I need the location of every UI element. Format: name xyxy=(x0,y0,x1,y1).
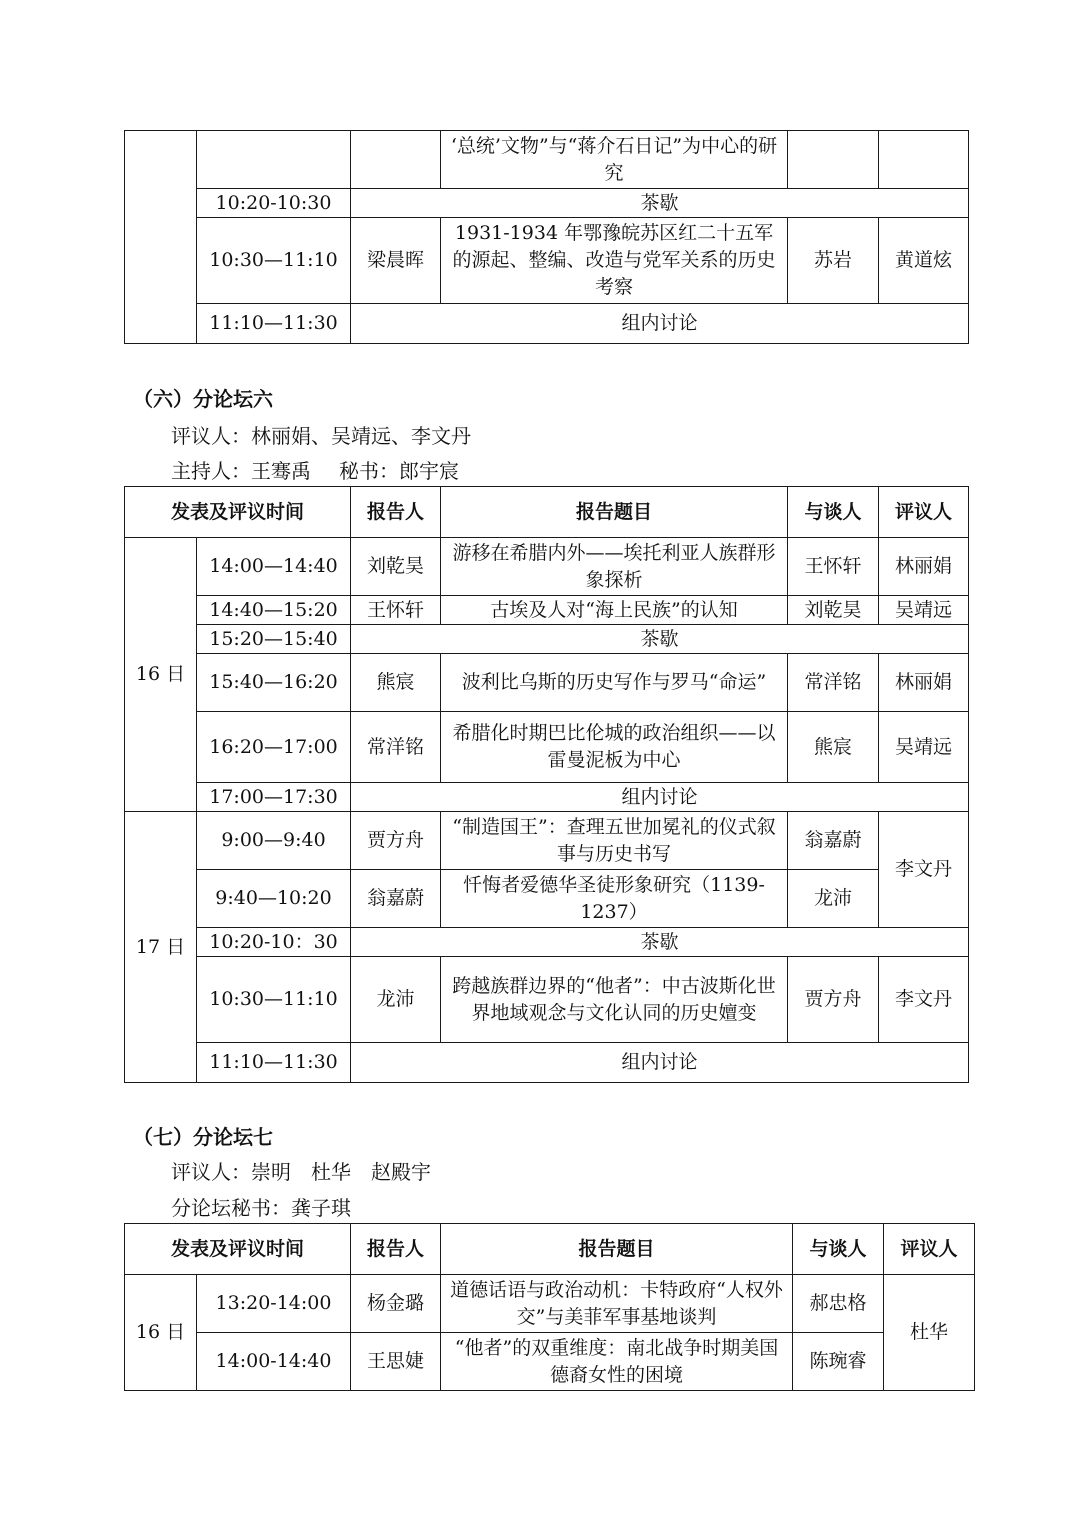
time-cell: 15:40—16:20 xyxy=(197,654,351,712)
table-row xyxy=(125,625,969,654)
discussion-cell: 组内讨论 xyxy=(351,783,969,812)
table-row xyxy=(125,712,969,783)
time-cell: 10:30—11:10 xyxy=(197,957,351,1043)
forum6-host-secretary xyxy=(171,455,459,484)
topic-cell: 道德话语与政治动机：卡特政府“人权外交”与美菲军事基地谈判 xyxy=(441,1275,793,1333)
table-row xyxy=(125,928,969,957)
topic-cell: 古埃及人对“海上民族”的认知 xyxy=(441,596,788,625)
reporter-cell: 杨金璐 xyxy=(351,1275,441,1333)
time-cell: 15:20—15:40 xyxy=(197,625,351,654)
table-row xyxy=(125,596,969,625)
time-cell: 10:30—11:10 xyxy=(197,218,351,304)
table-row xyxy=(125,131,969,189)
time-cell: 9:40—10:20 xyxy=(197,870,351,928)
reporter-cell: 王怀轩 xyxy=(351,596,441,625)
discussant-cell: 王怀轩 xyxy=(788,538,879,596)
table-row xyxy=(125,1333,975,1391)
topic-cell: “他者”的双重维度：南北战争时期美国德裔女性的困境 xyxy=(441,1333,793,1391)
topic-cell: 跨越族群边界的“他者”：中古波斯化世界地域观念与文化认同的历史嬗变 xyxy=(441,957,788,1043)
forum7-secretary: 分论坛秘书：龚子琪 xyxy=(171,1196,351,1220)
header-discussant: 与谈人 xyxy=(793,1224,884,1275)
commentator-cell: 黄道炫 xyxy=(879,218,969,304)
topic-cell: 忏悔者爱德华圣徒形象研究（1139-1237） xyxy=(441,870,788,928)
break-cell: 茶歇 xyxy=(351,625,969,654)
discussant-cell: 熊宸 xyxy=(788,712,879,783)
discussant-cell: 贾方舟 xyxy=(788,957,879,1043)
time-cell xyxy=(197,131,351,189)
discussant-cell: 常洋铭 xyxy=(788,654,879,712)
discussion-cell: 组内讨论 xyxy=(351,1043,969,1083)
forum6-host: 主持人：王骞禹 xyxy=(171,459,311,483)
table-row xyxy=(125,1043,969,1083)
topic-cell: 游移在希腊内外——埃托利亚人族群形象探析 xyxy=(441,538,788,596)
forum6-schedule-table xyxy=(124,486,969,1083)
table-row xyxy=(125,189,969,218)
topic-cell: “制造国王”：查理五世加冕礼的仪式叙事与历史书写 xyxy=(441,812,788,870)
commentator-cell: 林丽娟 xyxy=(879,654,969,712)
break-cell: 茶歇 xyxy=(351,928,969,957)
time-cell: 10:20-10：30 xyxy=(197,928,351,957)
forum7-schedule-table xyxy=(124,1223,975,1391)
table-row xyxy=(125,304,969,344)
topic-cell: 1931-1934 年鄂豫皖苏区红二十五军的源起、整编、改造与党军关系的历史考察 xyxy=(441,218,788,304)
commentator-cell: 吴靖远 xyxy=(879,596,969,625)
header-topic: 报告题目 xyxy=(441,1224,793,1275)
header-reporter: 报告人 xyxy=(351,487,441,538)
break-cell: 茶歇 xyxy=(351,189,969,218)
day-cell: 17 日 xyxy=(125,812,197,1083)
discussant-cell: 苏岩 xyxy=(788,218,879,304)
table-row xyxy=(125,1275,975,1333)
discussant-cell: 龙沛 xyxy=(788,870,879,928)
table-row xyxy=(125,218,969,304)
table-row xyxy=(125,812,969,870)
table-row xyxy=(125,783,969,812)
header-topic: 报告题目 xyxy=(441,487,788,538)
discussant-cell: 郝忠格 xyxy=(793,1275,884,1333)
table-row xyxy=(125,654,969,712)
commentator-cell: 吴靖远 xyxy=(879,712,969,783)
reporter-cell: 王思婕 xyxy=(351,1333,441,1391)
commentator-cell: 林丽娟 xyxy=(879,538,969,596)
table-row xyxy=(125,538,969,596)
discussant-cell xyxy=(788,131,879,189)
day-cell: 16 日 xyxy=(125,538,197,812)
topic-cell: 波利比乌斯的历史写作与罗马“命运” xyxy=(441,654,788,712)
forum6-secretary: 秘书：郎宇宸 xyxy=(339,459,459,483)
time-cell: 13:20-14:00 xyxy=(197,1275,351,1333)
header-time: 发表及评议时间 xyxy=(125,487,351,538)
forum6-title: （六）分论坛六 xyxy=(133,387,273,411)
topic-cell: ‘总统’文物”与“蒋介石日记”为中心的研究 xyxy=(441,131,788,189)
day-cell xyxy=(125,131,197,344)
table-row xyxy=(125,957,969,1043)
header-time: 发表及评议时间 xyxy=(125,1224,351,1275)
reporter-cell: 熊宸 xyxy=(351,654,441,712)
reporter-cell: 贾方舟 xyxy=(351,812,441,870)
forum7-commentators: 评议人：崇明 杜华 赵殿宇 xyxy=(171,1160,431,1184)
time-cell: 14:40—15:20 xyxy=(197,596,351,625)
header-commentator: 评议人 xyxy=(879,487,969,538)
time-cell: 14:00-14:40 xyxy=(197,1333,351,1391)
reporter-cell xyxy=(351,131,441,189)
discussant-cell: 陈琬睿 xyxy=(793,1333,884,1391)
commentator-cell: 杜华 xyxy=(884,1275,975,1391)
header-row xyxy=(125,1224,975,1275)
discussant-cell: 翁嘉蔚 xyxy=(788,812,879,870)
forum7-title: （七）分论坛七 xyxy=(133,1125,273,1149)
time-cell: 14:00—14:40 xyxy=(197,538,351,596)
reporter-cell: 龙沛 xyxy=(351,957,441,1043)
time-cell: 11:10—11:30 xyxy=(197,304,351,344)
header-reporter: 报告人 xyxy=(351,1224,441,1275)
commentator-cell xyxy=(879,131,969,189)
reporter-cell: 刘乾昊 xyxy=(351,538,441,596)
discussant-cell: 刘乾昊 xyxy=(788,596,879,625)
header-discussant: 与谈人 xyxy=(788,487,879,538)
time-cell: 17:00—17:30 xyxy=(197,783,351,812)
table-row xyxy=(125,870,969,928)
reporter-cell: 梁晨晖 xyxy=(351,218,441,304)
reporter-cell: 翁嘉蔚 xyxy=(351,870,441,928)
time-cell: 9:00—9:40 xyxy=(197,812,351,870)
time-cell: 11:10—11:30 xyxy=(197,1043,351,1083)
time-cell: 10:20-10:30 xyxy=(197,189,351,218)
day-cell: 16 日 xyxy=(125,1275,197,1391)
continued-schedule-table xyxy=(124,130,969,344)
discussion-cell: 组内讨论 xyxy=(351,304,969,344)
header-row xyxy=(125,487,969,538)
reporter-cell: 常洋铭 xyxy=(351,712,441,783)
time-cell: 16:20—17:00 xyxy=(197,712,351,783)
header-commentator: 评议人 xyxy=(884,1224,975,1275)
commentator-cell: 李文丹 xyxy=(879,812,969,928)
forum6-commentators: 评议人：林丽娟、吴靖远、李文丹 xyxy=(171,424,471,448)
commentator-cell: 李文丹 xyxy=(879,957,969,1043)
topic-cell: 希腊化时期巴比伦城的政治组织——以雷曼泥板为中心 xyxy=(441,712,788,783)
